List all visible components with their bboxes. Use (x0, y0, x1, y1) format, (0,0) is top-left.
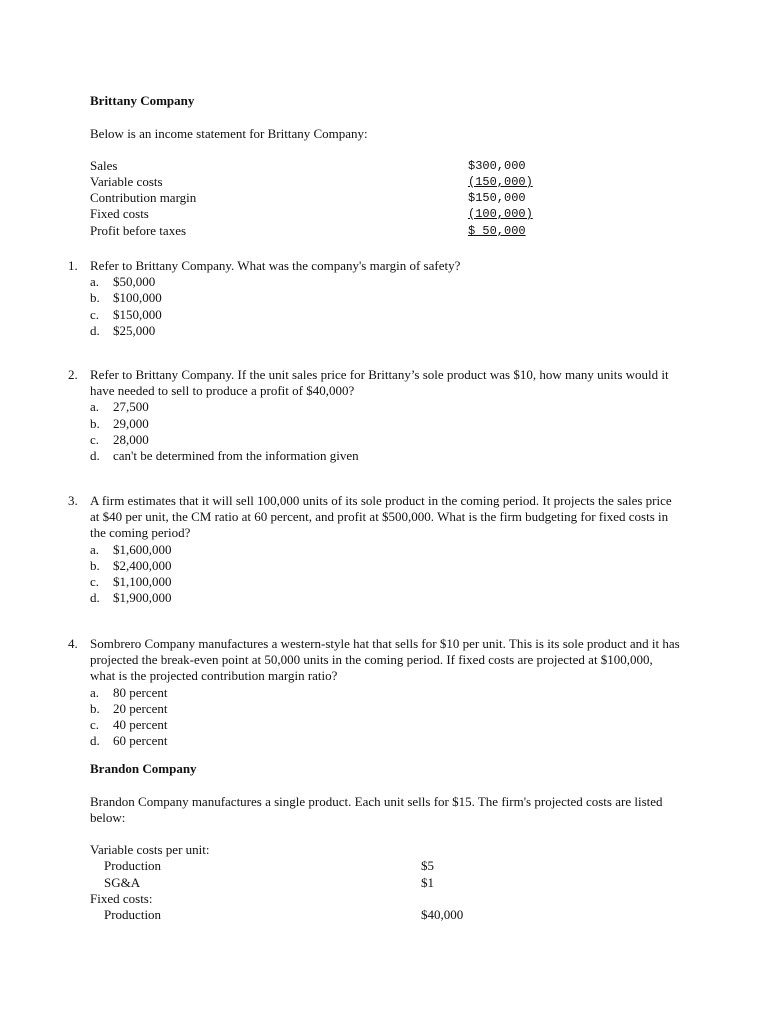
option-letter: b. (90, 415, 100, 431)
statement-amount: (150,000) (468, 175, 533, 189)
statement-row (90, 190, 540, 206)
statement-row (90, 158, 540, 174)
statement-label: Contribution margin (90, 190, 197, 205)
answer-option (90, 717, 490, 733)
cost-label: Production (104, 907, 162, 922)
option-letter: a. (90, 399, 100, 415)
option-letter: b. (90, 700, 100, 716)
option-text: 40 percent (113, 716, 168, 732)
option-text: $2,400,000 (113, 557, 172, 573)
option-text: 80 percent (113, 684, 168, 700)
cost-row (90, 875, 510, 891)
question-number: 4. (68, 636, 78, 651)
option-letter: b. (90, 290, 100, 306)
option-text: $150,000 (113, 306, 162, 322)
option-text: can't be determined from the information given (113, 447, 359, 463)
answer-option (90, 685, 490, 701)
option-text: 20 percent (113, 700, 168, 716)
answer-option (90, 701, 490, 717)
statement-amount: $ 50,000 (468, 224, 526, 238)
option-letter: c. (90, 431, 100, 447)
answer-option (90, 274, 490, 290)
cost-value: $40,000 (421, 907, 464, 922)
answer-option (90, 590, 490, 606)
cost-label: Fixed costs: (90, 891, 153, 906)
cost-value: $1 (421, 875, 434, 890)
answer-option (90, 448, 490, 464)
option-text: $1,900,000 (113, 590, 172, 606)
statement-row (90, 206, 540, 222)
option-text: $100,000 (113, 290, 162, 306)
statement-label: Fixed costs (90, 206, 149, 221)
statement-amount: $300,000 (468, 159, 526, 173)
option-letter: d. (90, 447, 100, 463)
question-number: 1. (68, 258, 78, 273)
option-text: $1,600,000 (113, 541, 172, 557)
cost-row (90, 858, 510, 874)
cost-label: Production (104, 858, 162, 873)
option-text: 28,000 (113, 431, 149, 447)
answer-option (90, 733, 490, 749)
option-letter: c. (90, 716, 100, 732)
option-letter: d. (90, 590, 100, 606)
option-letter: d. (90, 733, 100, 749)
cost-value: $5 (421, 858, 434, 873)
statement-label: Sales (90, 158, 118, 173)
answer-option (90, 542, 490, 558)
option-text: $1,100,000 (113, 573, 172, 589)
option-text: $50,000 (113, 274, 156, 290)
answer-option (90, 574, 490, 590)
question-text: Refer to Brittany Company. If the unit sales price for Brittany’s sole product was $10, how many units would it have needed to sell to produce a profit of $40,000? (90, 367, 669, 399)
question-text: Sombrero Company manufactures a western-style hat that sells for $10 per unit. This is its sole product and it has projected the break-even point at 50,000 units in the coming period. If fixed costs are projected at $100,000, what is the projected contribution margin ratio? (90, 636, 680, 684)
question-number: 3. (68, 493, 78, 508)
brandon-heading: Brandon Company (90, 761, 197, 776)
answer-option (90, 307, 490, 323)
option-letter: b. (90, 557, 100, 573)
option-letter: a. (90, 684, 100, 700)
option-text: 29,000 (113, 415, 149, 431)
brittany-heading: Brittany Company (90, 93, 195, 108)
cost-label: SG&A (104, 875, 141, 890)
answer-options (90, 274, 490, 339)
option-text: 27,500 (113, 399, 149, 415)
answer-option (90, 290, 490, 306)
question-number: 2. (68, 367, 78, 382)
statement-row (90, 174, 540, 190)
statement-amount: $150,000 (468, 191, 526, 205)
answer-options (90, 399, 490, 464)
statement-label: Variable costs (90, 174, 163, 189)
answer-option (90, 558, 490, 574)
option-letter: c. (90, 573, 100, 589)
option-letter: d. (90, 322, 100, 338)
option-text: $25,000 (113, 322, 156, 338)
statement-label: Profit before taxes (90, 223, 187, 238)
cost-row (90, 842, 510, 858)
option-letter: a. (90, 274, 100, 290)
option-letter: a. (90, 541, 100, 557)
answer-option (90, 323, 490, 339)
option-text: 60 percent (113, 733, 168, 749)
brittany-intro: Below is an income statement for Brittany Company: (90, 126, 368, 141)
cost-label: Variable costs per unit: (90, 842, 210, 857)
question-text: Refer to Brittany Company. What was the company's margin of safety? (90, 258, 461, 273)
question-text: A firm estimates that it will sell 100,000 units of its sole product in the coming period. It projects the sales price at $40 per unit, the CM ratio at 60 percent, and profit at $500,000. What is the firm budgeting for fixed costs in the coming period? (90, 493, 672, 541)
answer-option (90, 416, 490, 432)
answer-option (90, 399, 490, 415)
cost-row (90, 907, 510, 923)
answer-options (90, 542, 490, 607)
statement-amount: (100,000) (468, 207, 533, 221)
answer-option (90, 432, 490, 448)
cost-row (90, 891, 510, 907)
answer-options (90, 685, 490, 750)
brandon-intro: Brandon Company manufactures a single product. Each unit sells for $15. The firm's projected costs are listed below: (90, 794, 663, 826)
option-letter: c. (90, 306, 100, 322)
statement-row (90, 223, 540, 239)
